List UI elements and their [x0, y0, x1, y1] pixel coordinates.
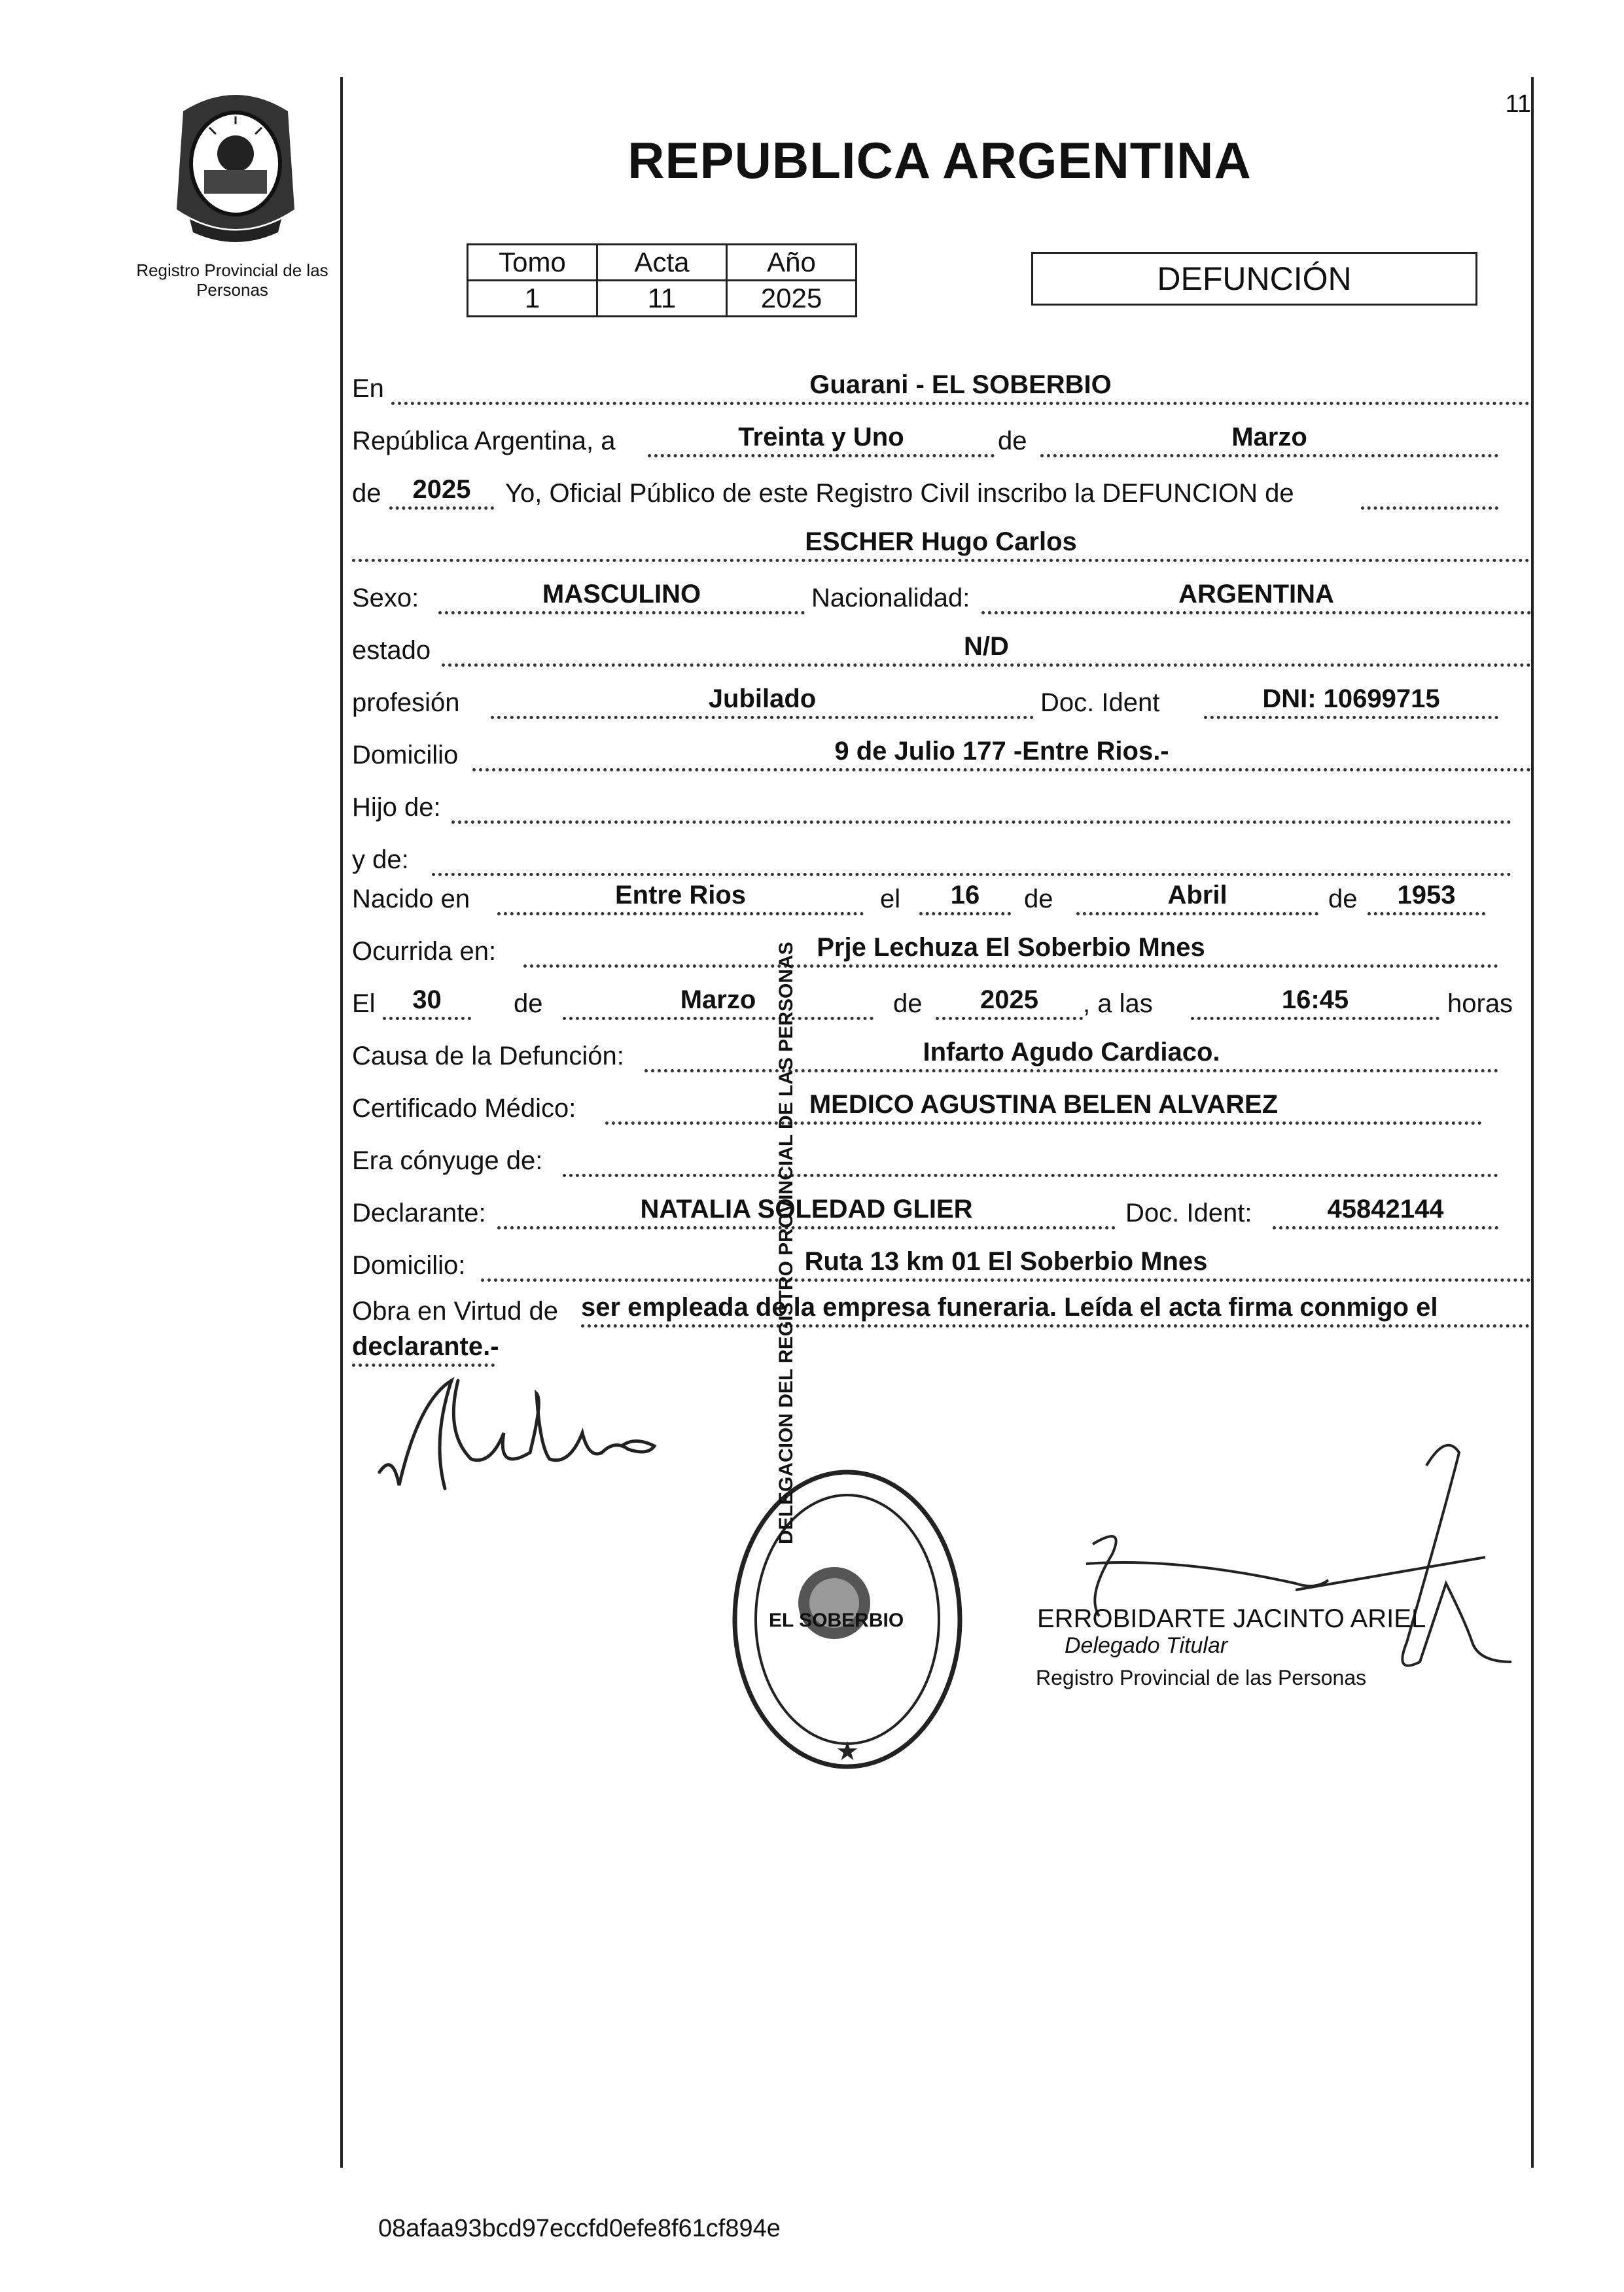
label-a-las: , a las [1083, 989, 1153, 1018]
field-spouse [563, 1142, 1498, 1177]
label-domicilio: Domicilio [352, 741, 459, 769]
left-margin-line [340, 77, 343, 2168]
field-death-day: 30 [383, 985, 471, 1020]
declarant-signature [373, 1374, 661, 1492]
document-hash: 08afaa93bcd97eccfd0efe8f61cf894e [378, 2215, 781, 2242]
label-de: de [1024, 885, 1053, 913]
label-doc-ident: Doc. Ident: [1125, 1199, 1252, 1227]
field-birth-place: Entre Rios [497, 881, 864, 915]
officer-role: Delegado Titular [1065, 1633, 1228, 1658]
field-deceased-name: ESCHER Hugo Carlos [352, 527, 1530, 562]
table-cell: 11 [597, 281, 727, 317]
field-mother [432, 841, 1511, 876]
label-certificado: Certificado Médico: [352, 1094, 576, 1123]
seal-text: DELEGACION DEL REGISTRO PROVINCIAL DE LAS PERSONAS [775, 942, 797, 1544]
label-de: de [352, 479, 381, 508]
field-month: Marzo [1040, 423, 1498, 457]
field-death-place: Prje Lechuza El Soberbio Mnes [523, 933, 1498, 968]
label-republica: República Argentina, a [352, 427, 616, 455]
label-obra: Obra en Virtud de [352, 1297, 559, 1326]
field-reason-cont: declarante.- [352, 1332, 495, 1367]
label-declarante: Declarante: [352, 1199, 486, 1227]
document-type-box: DEFUNCIÓN [1031, 252, 1477, 306]
officer-name: ERROBIDARTE JACINTO ARIEL [1037, 1604, 1426, 1633]
label-sexo: Sexo: [352, 584, 419, 612]
field-declarant-address: Ruta 13 km 01 El Soberbio Mnes [481, 1247, 1531, 1282]
field-birth-year: 1953 [1368, 881, 1485, 915]
field-year: 2025 [389, 475, 494, 510]
field-profession: Jubilado [491, 684, 1034, 719]
table-header: Acta [597, 245, 727, 281]
seal-inner-text: EL SOBERBIO [769, 1610, 904, 1631]
label-de: de [998, 427, 1027, 455]
label-de: de [1328, 885, 1358, 913]
label-causa: Causa de la Defunción: [352, 1042, 624, 1070]
field-declarant-doc: 45842144 [1273, 1195, 1498, 1229]
page-title: REPUBLICA ARGENTINA [627, 132, 1252, 189]
label-de: de [514, 989, 543, 1018]
field-day-words: Treinta y Uno [648, 423, 995, 457]
table-cell: 1 [468, 281, 597, 317]
svg-text:★: ★ [836, 1737, 859, 1767]
label-ocurrida-en: Ocurrida en: [352, 937, 497, 966]
label-hijo-de: Hijo de: [352, 793, 441, 822]
label-el: el [880, 885, 901, 913]
label-horas: horas [1447, 989, 1513, 1018]
field-declarant: NATALIA SOLEDAD GLIER [497, 1195, 1116, 1229]
officer-registry: Registro Provincial de las Personas [1036, 1666, 1367, 1689]
label-doc-ident: Doc. Ident [1040, 688, 1160, 717]
field-document: DNI: 10699715 [1204, 684, 1498, 719]
label-oficial: Yo, Oficial Público de este Registro Civil inscribo la DEFUNCION de [505, 479, 1294, 508]
field-birth-day: 16 [919, 881, 1011, 915]
label-y-de: y de: [352, 845, 409, 874]
table-header: Año [727, 245, 856, 281]
field-place: Guarani - EL SOBERBIO [391, 370, 1530, 405]
label-El: El [352, 989, 376, 1018]
field-death-month: Marzo [563, 985, 874, 1020]
field-birth-month: Abril [1076, 881, 1318, 915]
field-cause: Infarto Agudo Cardiaco. [644, 1038, 1498, 1072]
label-de: de [893, 989, 923, 1018]
label-estado: estado [352, 636, 431, 665]
label-domicilio: Domicilio: [352, 1251, 466, 1280]
label-nacido-en: Nacido en [352, 885, 470, 913]
label-nacionalidad: Nacionalidad: [811, 584, 970, 612]
field-civil-status: N/D [442, 632, 1531, 667]
label-profesion: profesión [352, 688, 460, 717]
field-sex: MASCULINO [438, 580, 805, 614]
field-blank [1361, 475, 1498, 510]
label-en: En [352, 374, 384, 403]
field-reason: ser empleada de la empresa funeraria. Leída el acta firma conmigo el [581, 1293, 1530, 1328]
field-nationality: ARGENTINA [981, 580, 1531, 614]
table-header: Tomo [468, 245, 597, 281]
field-address: 9 de Julio 177 -Entre Rios.- [472, 737, 1531, 771]
page-number: 11 [1505, 90, 1531, 118]
record-table [467, 243, 857, 317]
field-father [451, 789, 1511, 824]
table-cell: 2025 [727, 281, 856, 317]
registry-label: Registro Provincial de las Personas [136, 260, 328, 300]
label-conyuge: Era cónyuge de: [352, 1146, 543, 1175]
field-medical-certificate: MEDICO AGUSTINA BELEN ALVAREZ [605, 1090, 1482, 1125]
field-death-year: 2025 [936, 985, 1083, 1020]
right-margin-line [1531, 77, 1534, 2168]
field-death-time: 16:45 [1191, 985, 1439, 1020]
